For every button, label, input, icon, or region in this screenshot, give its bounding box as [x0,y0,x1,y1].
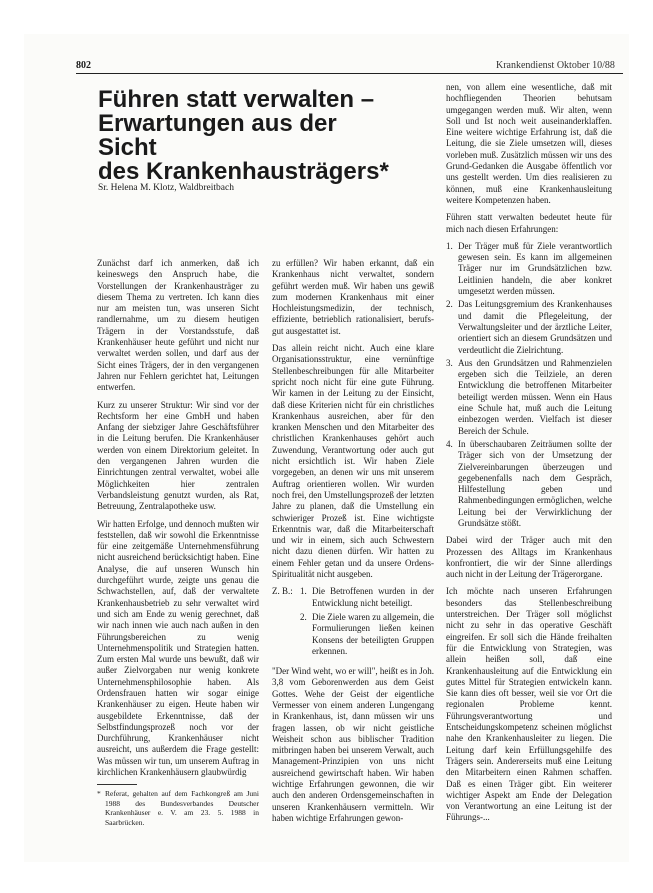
footnote-text: Referat, gehalten auf dem Fachkongreß am Juni 1988 des Bundesverbandes Deutscher Krankenhäuser e. V. am 23. 5. 1988 in Saarbrücken. [105,789,259,827]
journal-running-head: Krankendienst Oktober 10/88 [496,60,615,71]
paragraph: "Der Wind weht, wo er will", heißt es in Joh. 3,8 vom Geborenwerden aus dem Geist Gottes. Wehe der Geist der eigentliche Vermesser von einem anderen Lungengang in Krankenhaus, ist, dann müssen wir uns fragen lassen, ob wir nicht geistliche Weisheit schon aus biblischer Tradition mitbringen haben bei unserem Verwalt, auch Management-Prinzipien von uns nicht ausreichend gewirtschaft haben. Wir haben wichtige Erfahrungen gewonnen, die wir auch den anderen Ordensgemeinschaften in unseren Krankenhäusern vermitteln. Wir haben wichtige Erfahrungen gewon- [272,666,434,823]
example-list [272,586,434,660]
footnote [97,789,259,827]
list-item: 4. In überschaubaren Zeiträumen sollte der Träger sich von der Umsetzung der Zielvereinbarungen überzeugen und gegebenenfalls nach dem Gespräch, Hilfestellung geben und Rahmenbedingungen ermöglichen, welche Leitung bei der Verwirklichung der Grundsätze stößt. [446,438,612,528]
list-item: 1. Die Betroffenen wurden in der Entwicklung nicht beteiligt. [300,586,434,608]
example-items [300,586,434,660]
column-2 [272,258,434,830]
paragraph: Das allein reicht nicht. Auch eine klare Organisationsstruktur, eine vernünftige Stellenbeschreibungen für alle Mitarbeiter spricht noch nicht für eine gute Führung. Wir kamen in der Leitung zu der Einsicht, daß diese Kriterien nicht für ein christliches Krankenhaus ausreichen, aber für den kranken Menschen und den Mitarbeiter des christlichen Krankenhauses gehört auch Zuwendung, Verantwortung oder auch gut nicht ersichtlich ist. Wir haben Ziele vorgegeben, an denen wir uns mit unserem Auftrag orientieren wollen. Wir wurden noch frei, den Umstellungsprozeß der letzten Jahre zu planen, daß die Umstellung ein schwieriger Prozeß ist. Eine wichtigste Erkenntnis war, daß die Mitarbeiterschaft und wir in einem, sich auch Schwestern nicht dazu dienen dürfen. Wir hatten zu einem Fehler getan und da unsere Ordens-Spiritualität nicht ausgeben. [272,343,434,580]
list-item: 2. Die Ziele waren zu allgemein, die Formulierungen ließen keinen Konsens der beteiligten Gruppen erkennen. [300,611,434,656]
column-1 [97,258,259,827]
paragraph: Wir hatten Erfolge, und dennoch mußten wir feststellen, daß wir sowohl die Erkenntnisse für eine zeitgemäße Unternehmensführung nicht ausreichend berücksichtigt haben. Eine Analyse, die auf unseren Wunsch hin durchgeführt wurde, zeigte uns genau die Schwachstellen, auf, daß der verwaltete Krankenhausbetrieb zu sehr verwaltet wird und sich am Ende zu wenig gerechnet, daß wir nach innen wie auch nach außen in den Führungsbereichen zu wenig Unternehmenspolitik und Strategien hatten. Zum ersten Mal wurde uns bewußt, daß wir außer Zielvorgaben nur wenig konkrete Unternehmensphilosophie haben. Als Ordensfrauen hatten wir sogar einige Krankenhäuser zu eigen. Heute haben wir ausgebildete Erkenntnisse, daß der Selbstfindungsprozeß noch vor der Durchführung, Krankenhäuser nicht ausreicht, uns außerdem die Frage gestellt: Was müssen wir tun, um unserem Auftrag in kirchlichen Krankenhäusern glaubwürdig [97,518,259,778]
paragraph: Kurz zu unserer Struktur: Wir sind vor der Rechtsform her eine GmbH und haben Anfang der siebziger Jahre Geschäftsführer in die Leitung berufen. Die Krankenhäuser werden von einem Direktorium geleitet. In den vergangenen Jahren wurden die Einrichtungen zentral verwaltet, wobei alle Möglichkeiten hier zentralen Verbandsleistung genutzt wurden, als Rat, Betreuung, Zentralapotheke usw. [97,399,259,512]
header-rule [76,73,623,74]
list-item: 2. Das Leitungsgremium des Krankenhauses und damit die Pflegeleitung, der Verwaltungsleiter und der ärztliche Leiter, orientiert sich an diesem Grundsätzen und verdeutlicht die Zielrichtung. [446,299,612,355]
paragraph: Zunächst darf ich anmerken, daß ich keineswegs den Anspruch habe, die Vorstellungen der Krankenhausträger zu diesem Thema zu vertreten. Ich kann dies nur am meisten tun, was unseren Sicht randlernahme, um zu diesem heutigen Trägern in der Vorstandsstufe, daß Krankenhäuser heute geführt und nicht nur verwaltet werden sollen, und darf aus der Sicht eines Trägers, der in den vergangenen Jahren nur Fehlern gerichtet hat, Leitungen entwerfen. [97,258,259,393]
paragraph: Führen statt verwalten bedeutet heute für mich nach diesen Erfahrungen: [446,212,612,234]
list-item: 1. Der Träger muß für Ziele verantwortlich gewesen sein. Es kann im allgemeinen Träger nur im Grundsätzlichen bzw. Leitlinien handeln, die aber konkret umgesetzt werden müssen. [446,240,612,297]
list-item: 3. Aus den Grundsätzen und Rahmenzielen ergeben sich die Teilziele, an deren Entwicklung die betroffenen Mitarbeiter beteiligt werden müssen. Wenn ein Haus eine Schule hat, muß auch die Leitung einbezogen werden. Vielfach ist dieser Bereich der Schule. [446,357,612,436]
paragraph: Ich möchte nach unseren Erfahrungen besonders das Stellenbeschreibung unterstreichen. Der Träger soll möglichst nicht zu sehr in das operative Geschäft eingreifen. Er soll sich die Hände freihalten für die Entwicklung von Strategien, was allein heißen soll, daß eine Krankenhausleitung auf die Entwicklung ein gutes Mittel für Strategien entwickeln kann. Sie kann dies oft besser, weil sie vor Ort die regionalen Probleme kennt. Führungsverantwortung und Entscheidungskompetenz scheinen möglichst nahe den Krankenhausleiter zu liegen. Die Leitung darf kein Erfüllungsgehilfe des Trägers sein. Andererseits muß eine Leitung den Mitarbeitern einen Rahmen schaffen. Daß es einen Träger gibt. Ein weiterer wichtiger Aspekt am Ende der Delegation von Verantwortung an eine Leitung ist der Führungs-... [446,586,612,823]
page-number: 802 [76,60,91,71]
paragraph: nen, von allem eine wesentliche, daß mit hochfliegenden Theorien behutsam umgegangen werden muß. Wir alten, wenn Soll und Ist noch weit auseinanderklaffen. Eine weitere wichtige Erfahrung ist, daß die Leitung, die sie Ziele umsetzen will, dieses vorleben muß. Zusätzlich müssen wir uns des Grund-Gedanken die Ausgabe öffentlich vor uns gestellt werden. Um dies realisieren zu können, muß eine Krankenhausleitung weitere Kompetenzen haben. [446,82,612,205]
column-3 [446,82,612,830]
article-author: Sr. Helena M. Klotz, Waldbreitbach [98,183,234,193]
footnote-mark: * [97,789,101,799]
paragraph: Dabei wird der Träger auch mit den Prozessen des Alltags im Krankenhaus konfrontiert, die wir der Sinne allerdings auch nicht in der Leitung der Trägerorgane. [446,535,612,580]
example-label: Z. B.: [272,586,293,597]
footnote-rule [97,784,137,785]
article-title: Führen statt verwalten – Erwartungen aus der Sicht des Krankenhausträgers* [98,86,389,185]
numbered-list [446,241,612,529]
paragraph: zu erfüllen? Wir haben erkannt, daß ein Krankenhaus nicht verwaltet, sondern geführt werden muß. Wir haben uns gewiß zum modernen Krankenhaus mit einer Hochleistungsmedizin, der technisch, effiziente, betrieblich rationalisiert, berufs- gut ausgestattet ist. [272,258,434,336]
